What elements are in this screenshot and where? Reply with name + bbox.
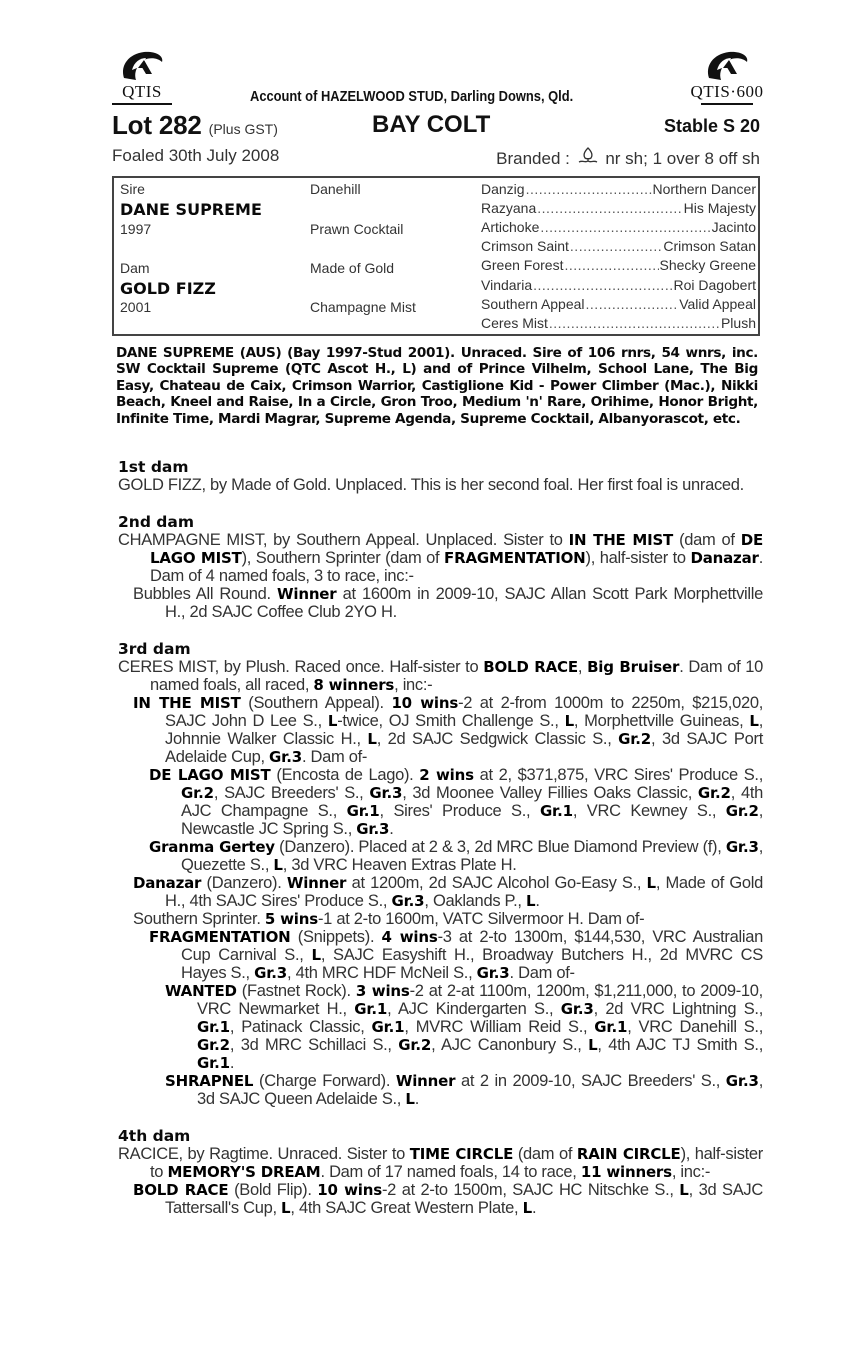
foaled-date: Foaled 30th July 2008 <box>112 146 280 165</box>
entry-text: , 3d SAJC Port Adelaide Cup, <box>165 730 763 766</box>
highlighted-text: Gr.3 <box>369 784 403 802</box>
gg-left: Razyana <box>481 200 537 216</box>
highlighted-text: Winner <box>286 874 347 892</box>
grandsire-dam: Made of Gold <box>310 260 395 276</box>
highlighted-text: DE LAGO MIST <box>150 531 763 567</box>
gg-right: Roi Dagobert <box>673 277 756 293</box>
section-heading: 1st dam <box>118 458 189 476</box>
highlighted-text: Gr.3 <box>254 964 288 982</box>
sire-year: 1997 <box>120 221 152 237</box>
qtis-600-logo <box>687 48 767 105</box>
entry-text: at 2 in 2009-10, SAJC Breeders' S., <box>455 1072 726 1090</box>
pedigree-entry <box>118 928 763 982</box>
entry-text: , Morphettville Guineas, <box>573 712 750 730</box>
highlighted-text: 10 wins <box>317 1181 382 1199</box>
qtis-logo <box>112 48 172 105</box>
entry-text: , 4th MRC HDF McNeil S., <box>287 964 477 982</box>
entry-text: -1 at 2-to 1600m, VATC Silvermoor H. Dam of- <box>317 910 645 928</box>
entry-text: -2 at 2-from 1000m to 2250m, $215,020, SAJC John D Lee S., <box>165 694 763 730</box>
highlighted-text: DE LAGO MIST <box>149 766 271 784</box>
lot-number <box>112 110 278 141</box>
entry-text: , 4th SAJC Great Western Plate, <box>290 1199 523 1217</box>
highlighted-text: WANTED <box>165 982 237 1000</box>
entry-text: . <box>531 1199 537 1217</box>
entry-text: ), half-sister to <box>585 549 691 567</box>
highlighted-text: Granma Gertey <box>149 838 275 856</box>
logo-left-text: QTIS <box>122 82 162 101</box>
leader-dots <box>537 200 682 216</box>
highlighted-text: 3 wins <box>355 982 410 1000</box>
highlighted-text: FRAGMENTATION <box>444 549 586 567</box>
entry-text: . <box>229 1054 235 1072</box>
gg-right: Jacinto <box>711 219 756 235</box>
grandsire-sire: Danehill <box>310 181 361 197</box>
entry-text: , inc:- <box>394 676 433 694</box>
highlighted-text: Gr.1 <box>354 1000 388 1018</box>
entry-text: (Bold Flip). <box>228 1181 318 1199</box>
gg-right: Plush <box>720 315 756 331</box>
gg-right: Northern Dancer <box>652 181 756 197</box>
entry-text: , <box>577 658 588 676</box>
entry-text: Bubbles All Round. <box>133 585 278 603</box>
entry-text: , MVRC William Reid S., <box>404 1018 595 1036</box>
pedigree-entry <box>118 982 763 1072</box>
highlighted-text: TIME CIRCLE <box>409 1145 514 1163</box>
entry-text: , AJC Canonbury S., <box>431 1036 589 1054</box>
entry-text: , inc:- <box>671 1163 711 1181</box>
gg-left: Ceres Mist <box>481 315 548 331</box>
highlighted-text: Gr.1 <box>594 1018 628 1036</box>
great-grandparents-row <box>481 238 756 254</box>
entry-text: , 2d VRC Lightning S., <box>593 1000 763 1018</box>
section-heading: 3rd dam <box>118 640 191 658</box>
highlighted-text: Gr.2 <box>197 1036 230 1054</box>
highlighted-text: L <box>749 712 759 730</box>
highlighted-text: 2 wins <box>419 766 474 784</box>
great-grandparents-row <box>481 315 756 331</box>
pedigree-entry <box>118 694 763 766</box>
brand-mark-icon <box>577 146 599 166</box>
highlighted-text: L <box>273 856 283 874</box>
gg-left: Danzig <box>481 181 525 197</box>
gg-right: His Majesty <box>683 200 756 216</box>
granddam-sire: Prawn Cocktail <box>310 221 404 237</box>
entry-text: -2 at 2-at 1100m, 1200m, $1,211,000, to 2009-10, VRC Newmarket H., <box>197 982 763 1018</box>
entry-text: , 3d Moonee Valley Fillies Oaks Classic, <box>402 784 698 802</box>
highlighted-text: Gr.3 <box>560 1000 594 1018</box>
entry-text: ), Southern Sprinter (dam of <box>241 549 445 567</box>
entry-text: , Sires' Produce S., <box>379 802 540 820</box>
entry-text: . <box>535 892 540 910</box>
highlighted-text: L <box>522 1199 532 1217</box>
qtis-bird-icon <box>703 48 751 84</box>
pedigree-entry <box>118 476 763 494</box>
entry-text: ), half-sister to <box>150 1145 764 1181</box>
entry-text: , 4th AJC TJ Smith S., <box>597 1036 763 1054</box>
highlighted-text: IN THE MIST <box>133 694 241 712</box>
logo-right-text: QTIS·600 <box>690 82 764 101</box>
gg-right: Shecky Greene <box>659 257 756 273</box>
pedigree-entry <box>118 1181 763 1217</box>
horse-description: BAY COLT <box>372 111 491 138</box>
entry-text: , Newcastle JC Spring S., <box>181 802 763 838</box>
leader-dots <box>540 219 710 235</box>
highlighted-text: Gr.3 <box>476 964 510 982</box>
pedigree-entry <box>118 531 763 585</box>
highlighted-text: MEMORY'S DREAM <box>167 1163 321 1181</box>
highlighted-text: RAIN CIRCLE <box>576 1145 681 1163</box>
entry-text: , Made of Gold H., 4th SAJC Sires' Produce S., <box>165 874 763 910</box>
highlighted-text: SHRAPNEL <box>165 1072 254 1090</box>
great-grandparents-row <box>481 181 756 197</box>
gg-left: Vindaria <box>481 277 533 293</box>
leader-dots <box>586 296 679 312</box>
branded-label: Branded : <box>496 149 570 168</box>
lot-label: Lot 282 <box>112 110 202 140</box>
highlighted-text: Gr.1 <box>197 1018 230 1036</box>
pedigree-entry <box>118 1072 763 1108</box>
great-grandparents-row <box>481 277 756 293</box>
highlighted-text: Gr.1 <box>371 1018 405 1036</box>
section-heading: 4th dam <box>118 1127 191 1145</box>
entry-text: CERES MIST, by Plush. Raced once. Half-sister to <box>118 658 484 676</box>
entry-text: (Danzero). Placed at 2 & 3, 2d MRC Blue Diamond Preview (f), <box>274 838 726 856</box>
gg-left: Southern Appeal <box>481 296 585 312</box>
entry-text: at 1600m in 2009-10, SAJC Allan Scott Park Morphettville H., 2d SAJC Coffee Club 2YO H. <box>165 585 763 621</box>
lot-row <box>112 110 764 140</box>
dam-section <box>118 513 763 621</box>
entry-text: Southern Sprinter. <box>133 910 265 928</box>
highlighted-text: Gr.2 <box>618 730 652 748</box>
entry-text: . <box>414 1090 420 1108</box>
leader-dots <box>570 238 662 254</box>
dam-section <box>118 1127 763 1217</box>
entry-text: . Dam of 4 named foals, 3 to race, inc:- <box>150 549 763 585</box>
leader-dots <box>549 315 720 331</box>
highlighted-text: Danazar <box>690 549 759 567</box>
highlighted-text: L <box>679 1181 689 1199</box>
entry-text: RACICE, by Ragtime. Unraced. Sister to <box>118 1145 410 1163</box>
entry-text: at 1200m, 2d SAJC Alcohol Go-Easy S., <box>346 874 647 892</box>
gg-left: Green Forest <box>481 257 564 273</box>
entry-text: , Johnnie Walker Classic H., <box>165 712 763 748</box>
entry-text: . Dam of 10 named foals, all raced, <box>150 658 764 694</box>
vendor-account: Account of HAZELWOOD STUD, Darling Downs, Qld. <box>250 88 574 105</box>
highlighted-text: Winner <box>395 1072 456 1090</box>
entry-text: , VRC Danehill S., <box>627 1018 763 1036</box>
highlighted-text: Gr.1 <box>197 1054 230 1072</box>
dam-section <box>118 458 763 494</box>
entry-text: GOLD FIZZ, by Made of Gold. Unplaced. This is her second foal. Her first foal is unraced. <box>118 476 744 494</box>
highlighted-text: Gr.1 <box>346 802 380 820</box>
gg-left: Crimson Saint <box>481 238 569 254</box>
pedigree-entry <box>118 585 763 621</box>
entry-text: (Snippets). <box>290 928 382 946</box>
entry-text: (Southern Appeal). <box>240 694 392 712</box>
logo-underline <box>701 103 753 105</box>
stable-number: Stable S 20 <box>663 116 760 136</box>
entry-text: , SAJC Breeders' S., <box>213 784 370 802</box>
entry-text: . Dam of- <box>509 964 575 982</box>
leader-dots <box>564 257 658 273</box>
great-grandparents-row <box>481 219 756 235</box>
highlighted-text: Gr.2 <box>697 784 731 802</box>
highlighted-text: Gr.2 <box>181 784 214 802</box>
pedigree-entry <box>118 838 763 874</box>
entry-text: -3 at 2-to 1300m, $144,530, VRC Australian Cup Carnival S., <box>181 928 763 964</box>
entry-text: . Dam of- <box>301 748 368 766</box>
entry-text: , SAJC Easyshift H., Broadway Butchers H., 2d MVRC CS Hayes S., <box>181 946 763 982</box>
entry-text: , 3d SAJC Tattersall's Cup, <box>165 1181 763 1217</box>
highlighted-text: Big Bruiser <box>587 658 680 676</box>
highlighted-text: 11 winners <box>580 1163 672 1181</box>
great-grandparents-row <box>481 257 756 273</box>
entry-text: (dam of <box>513 1145 577 1163</box>
sire-summary: DANE SUPREME (AUS) (Bay 1997-Stud 2001). Unraced. Sire of 106 rnrs, 54 wnrs, inc. SW Cocktail Supreme (QTC Ascot H., L) and of Prince Vilhelm, School Lane, The Big Easy, Chateau de Caix, Crimson Warrior, Castiglione Kid - Power Climber (Mac.), Nikki Beach, Kneel and Raise, In a Circle, Gron Troo, Medium 'n' Rare, Orihime, Honor Bright, Infinite Time, Mardi Magrar, Supreme Agenda, Supreme Cocktail, Albanyorascot, etc. <box>116 345 758 427</box>
sire-name: DANE SUPREME <box>120 200 262 219</box>
entry-text: , AJC Kindergarten S., <box>387 1000 561 1018</box>
entry-text: , 4th AJC Champagne S., <box>181 784 763 820</box>
leader-dots <box>533 277 672 293</box>
section-heading: 2nd dam <box>118 513 195 531</box>
leader-dots <box>526 181 652 197</box>
entry-text: at 2, $371,875, VRC Sires' Produce S., <box>473 766 763 784</box>
entry-text: , 3d SAJC Queen Adelaide S., <box>197 1072 763 1108</box>
great-grandparents-row <box>481 296 756 312</box>
gst-note: (Plus GST) <box>208 121 278 137</box>
highlighted-text: Gr.3 <box>725 838 759 856</box>
entry-text: (dam of <box>673 531 741 549</box>
entry-text: , Quezette S., <box>181 838 764 874</box>
highlighted-text: L <box>327 712 338 730</box>
entry-text: , 2d SAJC Sedgwick Classic S., <box>376 730 619 748</box>
entry-text: . Dam of 17 named foals, 14 to race, <box>320 1163 581 1181</box>
highlighted-text: L <box>588 1036 598 1054</box>
brand-info <box>496 146 760 169</box>
entry-text: , Patinack Classic, <box>229 1018 372 1036</box>
entry-text: . <box>389 820 394 838</box>
entry-text: (Charge Forward). <box>253 1072 396 1090</box>
entry-text: (Fastnet Rock). <box>236 982 356 1000</box>
dam-section <box>118 640 763 1108</box>
entry-text: , 3d MRC Schillaci S., <box>229 1036 399 1054</box>
highlighted-text: L <box>311 946 321 964</box>
highlighted-text: FRAGMENTATION <box>149 928 291 946</box>
highlighted-text: L <box>564 712 574 730</box>
entry-text: , Oaklands P., <box>424 892 526 910</box>
highlighted-text: Gr.3 <box>356 820 390 838</box>
highlighted-text: L <box>525 892 536 910</box>
great-grandparents-row <box>481 200 756 216</box>
highlighted-text: Gr.1 <box>539 802 573 820</box>
highlighted-text: 8 winners <box>313 676 395 694</box>
highlighted-text: Gr.3 <box>725 1072 759 1090</box>
dam-label: Dam <box>120 260 150 276</box>
highlighted-text: 4 wins <box>381 928 438 946</box>
highlighted-text: IN THE MIST <box>568 531 674 549</box>
dam-year: 2001 <box>120 299 152 315</box>
highlighted-text: L <box>646 874 656 892</box>
pedigree-table <box>112 176 760 336</box>
highlighted-text: Danazar <box>133 874 202 892</box>
gg-left: Artichoke <box>481 219 540 235</box>
highlighted-text: L <box>367 730 377 748</box>
highlighted-text: 10 wins <box>391 694 459 712</box>
qtis-bird-icon <box>118 48 166 84</box>
entry-text: CHAMPAGNE MIST, by Southern Appeal. Unplaced. Sister to <box>118 531 569 549</box>
highlighted-text: Gr.2 <box>725 802 759 820</box>
sire-label: Sire <box>120 181 145 197</box>
highlighted-text: L <box>281 1199 291 1217</box>
pedigree-entry <box>118 658 763 694</box>
entry-text: -2 at 2-to 1500m, SAJC HC Nitschke S., <box>381 1181 680 1199</box>
pedigree-entry <box>118 766 763 838</box>
highlighted-text: BOLD RACE <box>133 1181 229 1199</box>
highlighted-text: Winner <box>277 585 337 603</box>
entry-text: , VRC Kewney S., <box>572 802 726 820</box>
pedigree-entry <box>118 874 763 910</box>
entry-text: (Encosta de Lago). <box>270 766 420 784</box>
highlighted-text: Gr.3 <box>269 748 302 766</box>
granddam-dam: Champagne Mist <box>310 299 416 315</box>
dam-name: GOLD FIZZ <box>120 279 216 298</box>
entry-text: -twice, OJ Smith Challenge S., <box>337 712 565 730</box>
entry-text: , 3d VRC Heaven Extras Plate H. <box>282 856 517 874</box>
highlighted-text: Gr.3 <box>391 892 425 910</box>
pedigree-entry <box>118 1145 763 1181</box>
dam-sections <box>118 458 763 1236</box>
entry-text: (Danzero). <box>201 874 287 892</box>
branded-text: nr sh; 1 over 8 off sh <box>605 149 760 168</box>
highlighted-text: 5 wins <box>264 910 318 928</box>
logo-underline <box>112 103 172 105</box>
gg-right: Crimson Satan <box>663 238 756 254</box>
gg-right: Valid Appeal <box>679 296 756 312</box>
highlighted-text: Gr.2 <box>398 1036 432 1054</box>
highlighted-text: BOLD RACE <box>483 658 578 676</box>
highlighted-text: L <box>405 1090 415 1108</box>
pedigree-entry <box>118 910 763 928</box>
